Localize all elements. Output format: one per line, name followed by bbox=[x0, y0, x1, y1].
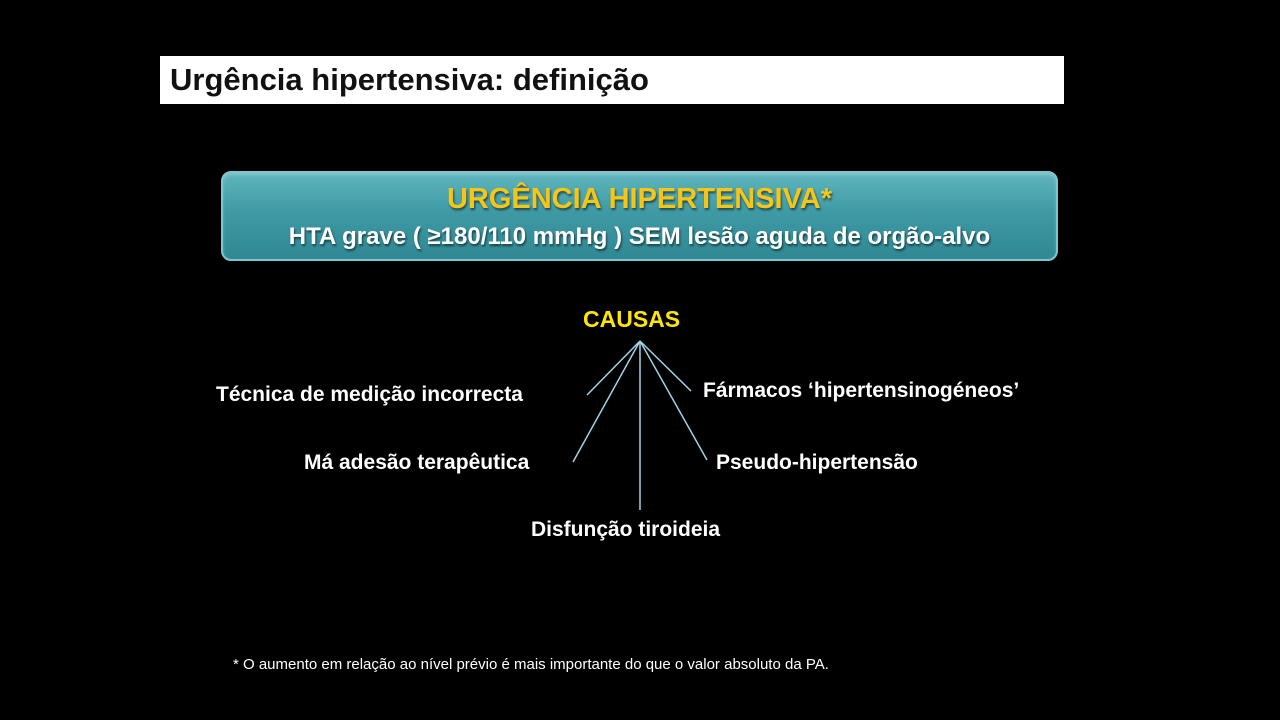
connector-technique bbox=[587, 341, 640, 395]
footnote: * O aumento em relação ao nível prévio é mais importante do que o valor absoluto da PA. bbox=[233, 656, 829, 673]
slide-title: Urgência hipertensiva: definição bbox=[170, 62, 649, 97]
definition-heading: URGÊNCIA HIPERTENSIVA* bbox=[446, 183, 833, 215]
connector-adherence bbox=[573, 341, 640, 462]
cause-technique: Técnica de medição incorrecta bbox=[216, 383, 523, 406]
cause-thyroid: Disfunção tiroideia bbox=[531, 518, 721, 541]
connector-drugs bbox=[640, 341, 691, 391]
causes-label: CAUSAS bbox=[583, 306, 681, 332]
definition-text: HTA grave ( ≥180/110 mmHg ) SEM lesão aguda de orgão-alvo bbox=[288, 223, 991, 250]
connector-pseudo bbox=[640, 341, 707, 460]
cause-drugs: Fármacos ‘hipertensinogéneos’ bbox=[703, 379, 1020, 402]
cause-pseudo-hypertension: Pseudo-hipertensão bbox=[716, 451, 918, 474]
cause-adherence: Má adesão terapêutica bbox=[304, 451, 530, 474]
